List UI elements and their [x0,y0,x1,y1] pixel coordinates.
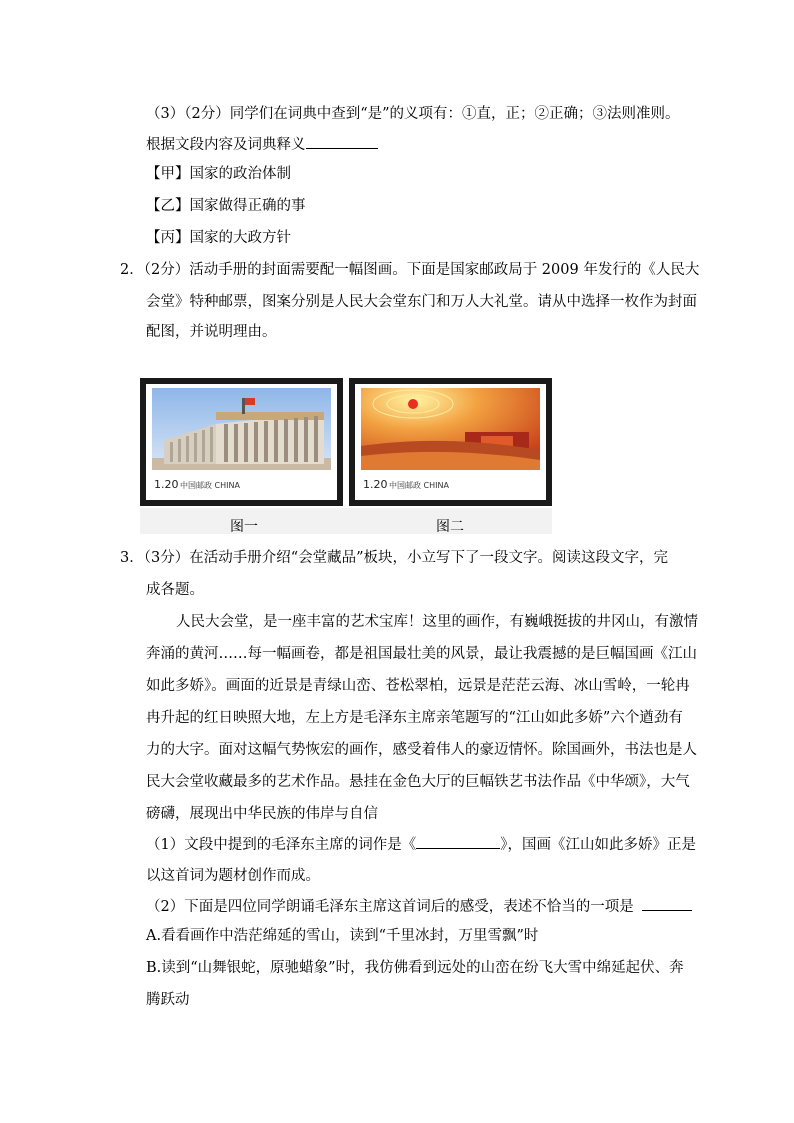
q3-subquestion-line1: （3）（2分）同学们在词典中查到“是”的义项有：①直，正；②正确；③法则准则。 [146,106,680,122]
stamp1-value: 1.20 [154,478,179,491]
subq2-line [146,896,692,917]
passage-line2: 奔涌的黄河……每一幅画卷，都是祖国最壮美的风景，最让我震撼的是巨幅国画《江山 [146,646,697,662]
option-b-line1: B.读到“山舞银蛇，原驰蜡象”时，我仿佛看到远处的山峦在纷飞大雪中绵延起伏、奔 [146,960,684,976]
option-jia: 【甲】国家的政治体制 [146,166,291,182]
q3-subquestion-line2 [146,134,378,155]
stamp2-value: 1.20 [363,478,388,491]
answer-blank[interactable] [306,134,378,149]
passage-line5: 力的大字。面对这幅气势恢宏的画作，感受着伟人的豪迈情怀。除国画外，书法也是人 [146,742,697,758]
q2-line1: 2．（2分）活动手册的封面需要配一幅图画。下面是国家邮政局于 2009 年发行的《人民大 [120,262,700,278]
subq1-line2: 以这首词为题材创作而成。 [146,868,320,884]
subq1-suffix: 》，国画《江山如此多娇》正是 [500,837,696,853]
figure-1-label: 图一 [230,519,258,535]
stamp-figure-2 [349,378,552,506]
figure-caption-strip [140,508,552,534]
passage-line6: 民大会堂收藏最多的艺术作品。悬挂在金色大厅的巨幅铁艺书法作品《中华颂》，大气 [146,774,690,790]
option-bing: 【丙】国家的大政方针 [146,230,291,246]
great-hall-east-gate-image [146,384,337,500]
passage-line7: 磅礴，展现出中华民族的伟岸与自信 [146,806,378,822]
subq1-line1 [146,834,696,855]
choice-blank[interactable] [642,896,692,911]
ci-title-blank[interactable] [416,834,500,849]
q3-line1: 3．（3分）在活动手册介绍“会堂藏品”板块，小立写下了一段文字。阅读这段文字，完 [120,550,669,566]
stamp1-issuer: 中国邮政 CHINA [180,481,240,490]
q2-line2: 会堂》特种邮票，图案分别是人民大会堂东门和万人大礼堂。请从中选择一枚作为封面 [146,294,697,310]
option-a: A.看看画作中浩茫绵延的雪山，读到“千里冰封，万里雪飘”时 [146,928,539,944]
q2-line3: 配图，并说明理由。 [146,324,277,340]
subq1-prefix: （1）文段中提到的毛泽东主席的词作是《 [146,837,417,853]
stamp-figure-1 [140,378,343,506]
q3-subquestion-text: 根据文段内容及词典释义 [146,137,306,153]
passage-line4: 冉升起的红日映照大地，左上方是毛泽东主席亲笔题写的“江山如此多娇”六个遒劲有 [146,710,683,726]
passage-line1: 人民大会堂，是一座丰富的艺术宝库！这里的画作，有巍峨挺拔的井冈山，有激情 [176,614,698,630]
stamp2-issuer: 中国邮政 CHINA [389,481,449,490]
option-yi: 【乙】国家做得正确的事 [146,198,306,214]
passage-line3: 如此多娇》。画面的近景是青绿山峦、苍松翠柏，远景是茫茫云海、冰山雪岭，一轮冉 [146,678,690,694]
figure-2-label: 图二 [436,519,464,535]
subq2-text: （2）下面是四位同学朗诵毛泽东主席这首词后的感受，表述不恰当的一项是 [146,899,634,915]
q3-line2: 成各题。 [146,582,204,598]
great-hall-auditorium-image [355,384,546,500]
option-b-line2: 腾跃动 [146,992,190,1008]
